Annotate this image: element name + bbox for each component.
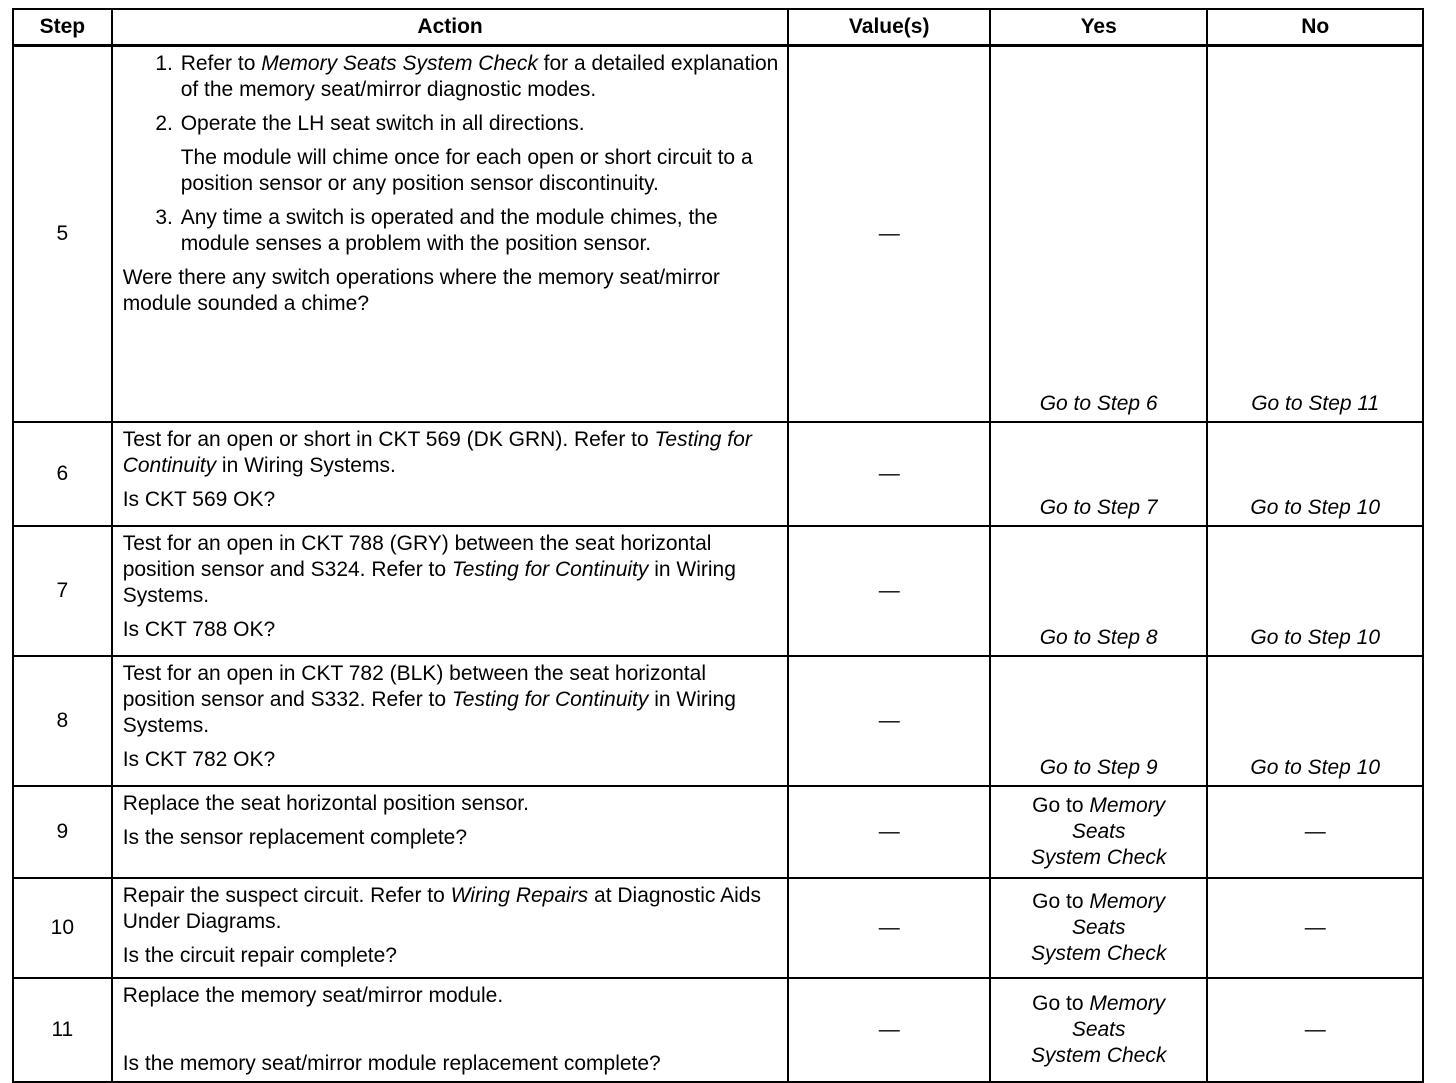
step-number: 5 <box>13 46 112 423</box>
action-question: Is CKT 788 OK? <box>122 618 276 641</box>
action-cell <box>112 786 789 878</box>
reference-link-text: System Check <box>1030 942 1167 965</box>
value-cell: — <box>788 46 989 423</box>
action-text-part: in Wiring Systems. <box>122 688 736 737</box>
reference-link-text: Memory Seats System Check <box>261 52 538 75</box>
no-result: Go to Step 10 <box>1207 656 1423 786</box>
reference-link-text: Memory <box>1089 992 1166 1015</box>
no-result: Go to Step 11 <box>1207 46 1423 423</box>
reference-link-text: Wiring Repairs <box>450 884 589 907</box>
reference-link-text: Testing for Continuity <box>451 558 649 581</box>
step-number: 7 <box>13 526 112 656</box>
step-number: 10 <box>13 878 112 978</box>
value-cell: — <box>788 786 989 878</box>
action-question: Is the sensor replacement complete? <box>122 826 468 849</box>
table-row <box>13 656 1423 786</box>
action-text: Any time a switch is operated and the module chimes, the module senses a problem with the position sensor. <box>180 206 718 255</box>
step-number: 9 <box>13 786 112 878</box>
step-number: 11 <box>13 978 112 1082</box>
reference-link-text: System Check <box>1030 1044 1167 1067</box>
list-item <box>179 51 780 103</box>
value-cell: — <box>788 978 989 1082</box>
spacer <box>123 1017 780 1051</box>
action-text-part: Repair the suspect circuit. Refer to <box>122 884 451 907</box>
diagnostic-table <box>12 8 1424 1083</box>
no-result: Go to Step 10 <box>1207 422 1423 526</box>
action-question: Is the circuit repair complete? <box>122 944 397 967</box>
action-cell <box>112 422 789 526</box>
yes-result <box>990 786 1208 878</box>
no-result: — <box>1207 786 1423 878</box>
header-row <box>13 9 1423 46</box>
goto-text: Go to <box>1032 794 1090 817</box>
header-step: Step <box>13 9 112 46</box>
action-note: The module will chime once for each open or short circuit to a position sensor or any position sensor discontinuity. <box>180 146 753 195</box>
action-text: Operate the LH seat switch in all directions. <box>180 112 585 135</box>
action-question: Is CKT 782 OK? <box>122 748 276 771</box>
action-text-part: in Wiring Systems. <box>122 558 736 607</box>
no-result: Go to Step 10 <box>1207 526 1423 656</box>
action-text: Replace the seat horizontal position sensor. <box>122 792 529 815</box>
reference-link-text: Seats <box>1071 820 1126 843</box>
yes-result <box>990 878 1208 978</box>
table-row <box>13 46 1423 423</box>
action-question: Is the memory seat/mirror module replacement complete? <box>122 1052 661 1075</box>
yes-result: Go to Step 7 <box>990 422 1208 526</box>
action-text-part: Test for an open in CKT 788 (GRY) between the seat horizontal position sensor and S324. Refer to <box>122 532 712 581</box>
goto-text: Go to <box>1032 890 1090 913</box>
action-question: Were there any switch operations where the memory seat/mirror module sounded a chime? <box>122 266 720 315</box>
reference-link-text: Testing for Continuity <box>122 428 752 477</box>
header-values: Value(s) <box>788 9 989 46</box>
action-text <box>123 427 780 479</box>
goto-text: Go to <box>1032 992 1090 1015</box>
reference-link-text: System Check <box>1030 846 1167 869</box>
value-cell: — <box>788 878 989 978</box>
action-text <box>123 883 780 935</box>
yes-result <box>990 978 1208 1082</box>
header-action: Action <box>112 9 789 46</box>
header-yes: Yes <box>990 9 1208 46</box>
table-row <box>13 978 1423 1082</box>
value-cell: — <box>788 422 989 526</box>
action-text <box>123 661 780 739</box>
yes-result: Go to Step 8 <box>990 526 1208 656</box>
value-cell: — <box>788 656 989 786</box>
reference-link-text: Memory <box>1089 890 1166 913</box>
reference-link-text: Testing for Continuity <box>451 688 649 711</box>
action-cell <box>112 46 789 423</box>
action-cell <box>112 656 789 786</box>
action-cell <box>112 526 789 656</box>
diagnostic-table-document <box>12 8 1424 1083</box>
reference-link-text: Memory <box>1089 794 1166 817</box>
reference-link-text: Seats <box>1071 916 1126 939</box>
table-row <box>13 878 1423 978</box>
list-item <box>179 205 780 257</box>
no-result: — <box>1207 878 1423 978</box>
action-text <box>123 531 780 609</box>
action-text-part: Test for an open in CKT 782 (BLK) between the seat horizontal position sensor and S332. Refer to <box>122 662 706 711</box>
action-text-part: in Wiring Systems. <box>216 454 396 477</box>
list-item <box>179 111 780 197</box>
action-question: Is CKT 569 OK? <box>122 488 276 511</box>
action-text-part: Test for an open or short in CKT 569 (DK GRN). Refer to <box>122 428 655 451</box>
action-cell <box>112 978 789 1082</box>
value-cell: — <box>788 526 989 656</box>
no-result: — <box>1207 978 1423 1082</box>
table-row <box>13 786 1423 878</box>
yes-result: Go to Step 9 <box>990 656 1208 786</box>
action-text: Refer to <box>180 52 262 75</box>
reference-link-text: Seats <box>1071 1018 1126 1041</box>
action-text-part: at Diagnostic Aids Under Diagrams. <box>122 884 761 933</box>
step-number: 6 <box>13 422 112 526</box>
yes-result: Go to Step 6 <box>990 46 1208 423</box>
action-cell <box>112 878 789 978</box>
action-text: Replace the memory seat/mirror module. <box>122 984 504 1007</box>
action-list <box>123 51 780 257</box>
table-row <box>13 422 1423 526</box>
header-no: No <box>1207 9 1423 46</box>
step-number: 8 <box>13 656 112 786</box>
table-row <box>13 526 1423 656</box>
action-text: for a detailed explanation of the memory seat/mirror diagnostic modes. <box>180 52 779 101</box>
